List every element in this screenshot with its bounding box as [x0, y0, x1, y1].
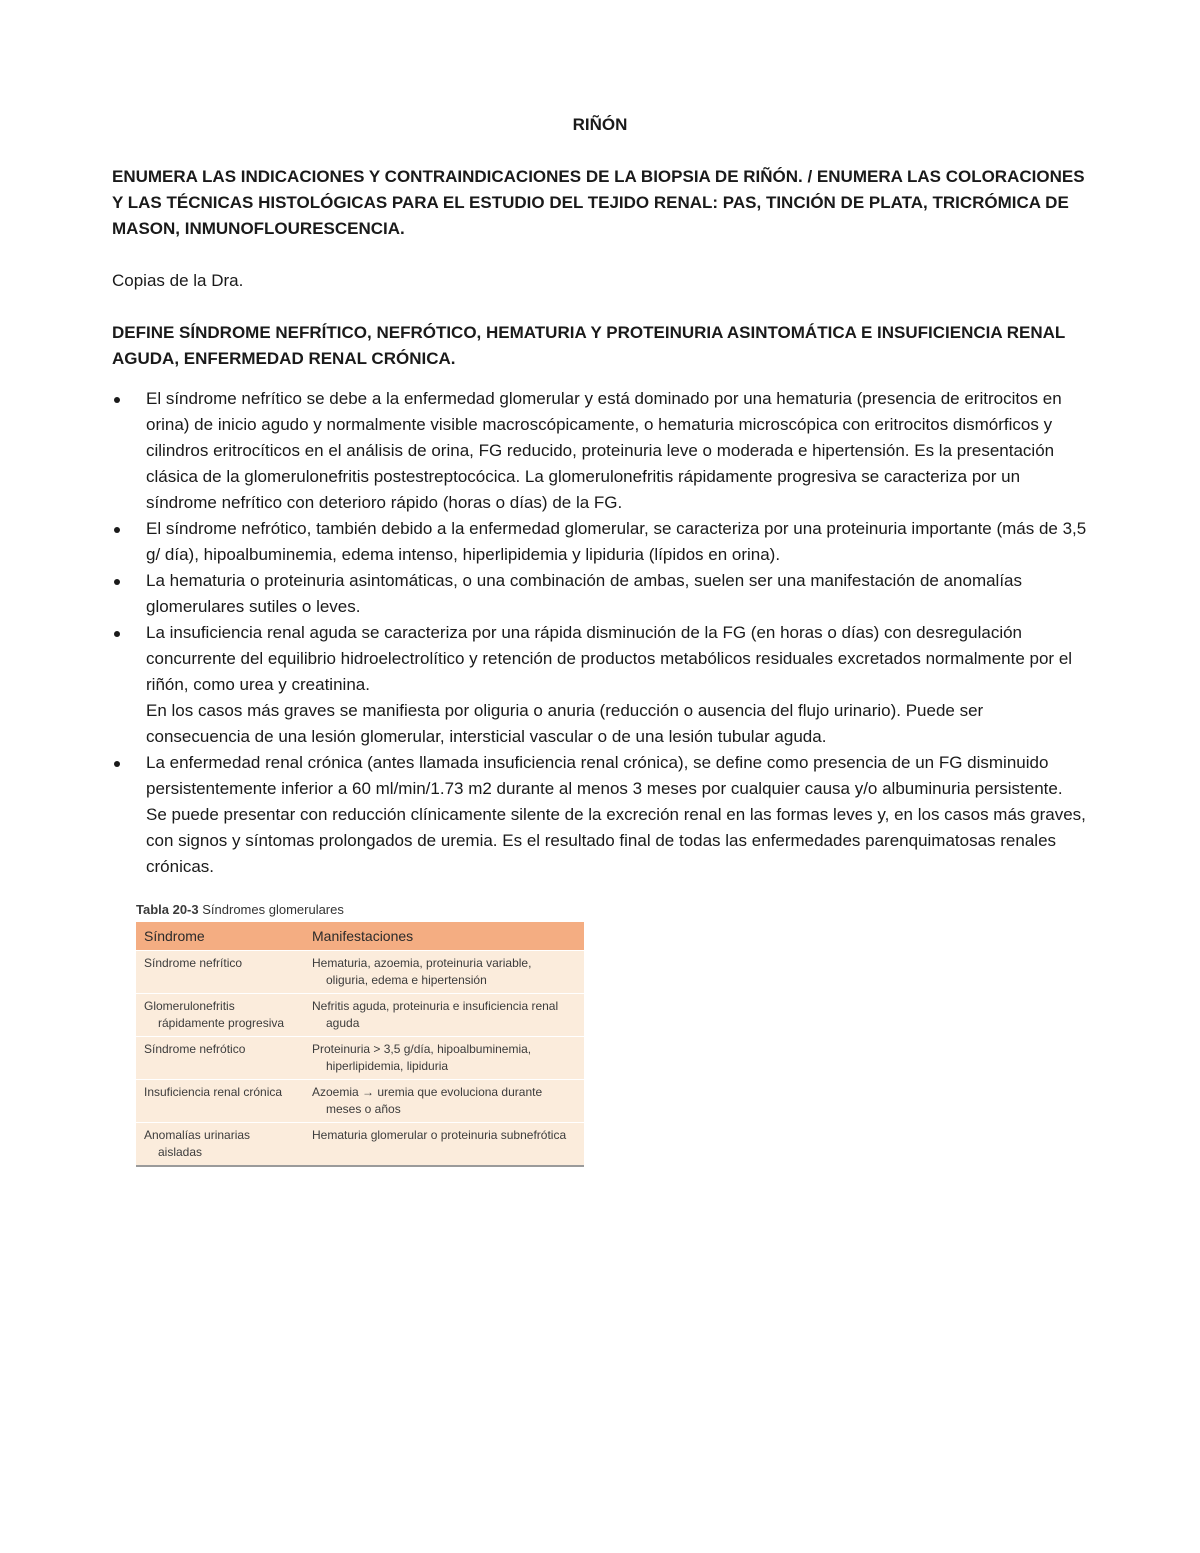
section-heading-biopsy: ENUMERA LAS INDICACIONES Y CONTRAINDICACIONES DE LA BIOPSIA DE RIÑÓN. / ENUMERA LAS COLORACIONES Y LAS TÉCNICAS HISTOLÓGICAS PARA EL ESTUDIO DEL TEJIDO RENAL: PAS, TINCIÓN DE PLATA, TRICRÓMICA DE MASON, INMUNOFLOURESCENCIA. [112, 167, 1085, 238]
list-item-text: El síndrome nefrítico se debe a la enfermedad glomerular y está dominado por una hematuria (presencia de eritrocitos en orina) de inicio agudo y normalmente visible macroscópicamente, o hematuria microscópica con eritrocitos dismórficos y cilindros eritrocíticos en el análisis de orina, FG reducido, proteinuria leve o moderada e hipertensión. Es la presentación clásica de la glomerulonefritis postestreptocócica. La glomerulonefritis rápidamente progresiva se caracteriza por un síndrome nefrítico con deterioro rápido (horas o días) de la FG. [146, 389, 1062, 512]
cell-text-continued: rápidamente progresiva [158, 1016, 285, 1030]
cell-text: Azoemia → uremia que evoluciona durante [312, 1085, 543, 1099]
list-item [112, 386, 1088, 516]
note-text: Copias de la Dra. [112, 271, 244, 290]
table-header-syndrome: Síndrome [136, 922, 304, 951]
cell-text: Insuficiencia renal crónica [144, 1085, 283, 1099]
table-caption-text: Síndromes glomerulares [202, 902, 344, 917]
bullet-icon [114, 761, 120, 767]
table-cell-syndrome [136, 1037, 304, 1080]
cell-text: Síndrome nefrótico [144, 1042, 246, 1056]
table-cell-syndrome [136, 1123, 304, 1167]
table-row [136, 1123, 584, 1167]
cell-text-continued: meses o años [326, 1102, 401, 1116]
document-title: RIÑÓN [572, 115, 628, 134]
table-cell-manifestations [304, 1123, 584, 1167]
table-cell-syndrome [136, 1080, 304, 1123]
table-row [136, 1037, 584, 1080]
bullet-icon [114, 579, 120, 585]
table-row [136, 951, 584, 994]
table-cell-syndrome [136, 994, 304, 1037]
list-item [112, 568, 1088, 620]
list-item-text: El síndrome nefrótico, también debido a la enfermedad glomerular, se caracteriza por una proteinuria importante (más de 3,5 g/ día), hipoalbuminemia, edema intenso, hiperlipidemia y lipiduria (lípidos en orina). [146, 519, 1087, 564]
bullet-icon [114, 397, 120, 403]
list-item [112, 516, 1088, 568]
definitions-list [112, 386, 1088, 880]
table-cell-manifestations [304, 1037, 584, 1080]
table-cell-syndrome [136, 951, 304, 994]
bullet-icon [114, 527, 120, 533]
table-figure [136, 902, 584, 1167]
cell-text-continued: aguda [326, 1016, 360, 1030]
cell-text: Proteinuria > 3,5 g/día, hipoalbuminemia, [312, 1042, 532, 1056]
table-cell-manifestations [304, 951, 584, 994]
bullet-icon [114, 631, 120, 637]
list-item-text-continued: En los casos más graves se manifiesta por oliguria o anuria (reducción o ausencia del flujo urinario). Puede ser consecuencia de una lesión glomerular, intersticial vascular o de una lesión tubular aguda. [146, 701, 984, 746]
table-cell-manifestations [304, 1080, 584, 1123]
table-row [136, 1080, 584, 1123]
table-caption [136, 902, 584, 918]
table-row [136, 994, 584, 1037]
list-item [112, 620, 1088, 750]
cell-text: Nefritis aguda, proteinuria e insuficiencia renal [312, 999, 559, 1013]
list-item [112, 750, 1088, 880]
list-item-text: La enfermedad renal crónica (antes llamada insuficiencia renal crónica), se define como presencia de un FG disminuido persistentemente inferior a 60 ml/min/1.73 m2 durante al menos 3 meses por cualquier causa y/o albuminuria persistente. Se puede presentar con reducción clínicamente silente de la excreción renal en las formas leves y, en los casos más graves, con signos y síntomas prolongados de uremia. Es el resultado final de todas las enfermedades parenquimatosas renales crónicas. [146, 753, 1086, 876]
cell-text: Glomerulonefritis [144, 999, 235, 1013]
cell-text-continued: hiperlipidemia, lipiduria [326, 1059, 449, 1073]
section-heading-syndromes: DEFINE SÍNDROME NEFRÍTICO, NEFRÓTICO, HEMATURIA Y PROTEINURIA ASINTOMÁTICA E INSUFICIENCIA RENAL AGUDA, ENFERMEDAD RENAL CRÓNICA. [112, 323, 1065, 368]
cell-text: Anomalías urinarias [144, 1128, 251, 1142]
table-header-manifestations: Manifestaciones [304, 922, 584, 951]
list-item-text: La hematuria o proteinuria asintomáticas, o una combinación de ambas, suelen ser una manifestación de anomalías glomerulares sutiles o leves. [146, 571, 1023, 616]
table-cell-manifestations [304, 994, 584, 1037]
cell-text-continued: aisladas [158, 1145, 203, 1159]
list-item-text: La insuficiencia renal aguda se caracteriza por una rápida disminución de la FG (en horas o días) con desregulación concurrente del equilibrio hidroelectrolítico y retención de productos metabólicos residuales excretados normalmente por el riñón, como urea y creatinina. [146, 623, 1073, 694]
cell-text-continued: oliguria, edema e hipertensión [326, 973, 487, 987]
syndromes-table [136, 922, 584, 1167]
cell-text: Hematuria glomerular o proteinuria subnefrótica [312, 1128, 567, 1142]
cell-text: Síndrome nefrítico [144, 956, 243, 970]
cell-text: Hematuria, azoemia, proteinuria variable, [312, 956, 532, 970]
table-caption-number: Tabla 20-3 [136, 902, 199, 917]
table-header-row [136, 922, 584, 951]
